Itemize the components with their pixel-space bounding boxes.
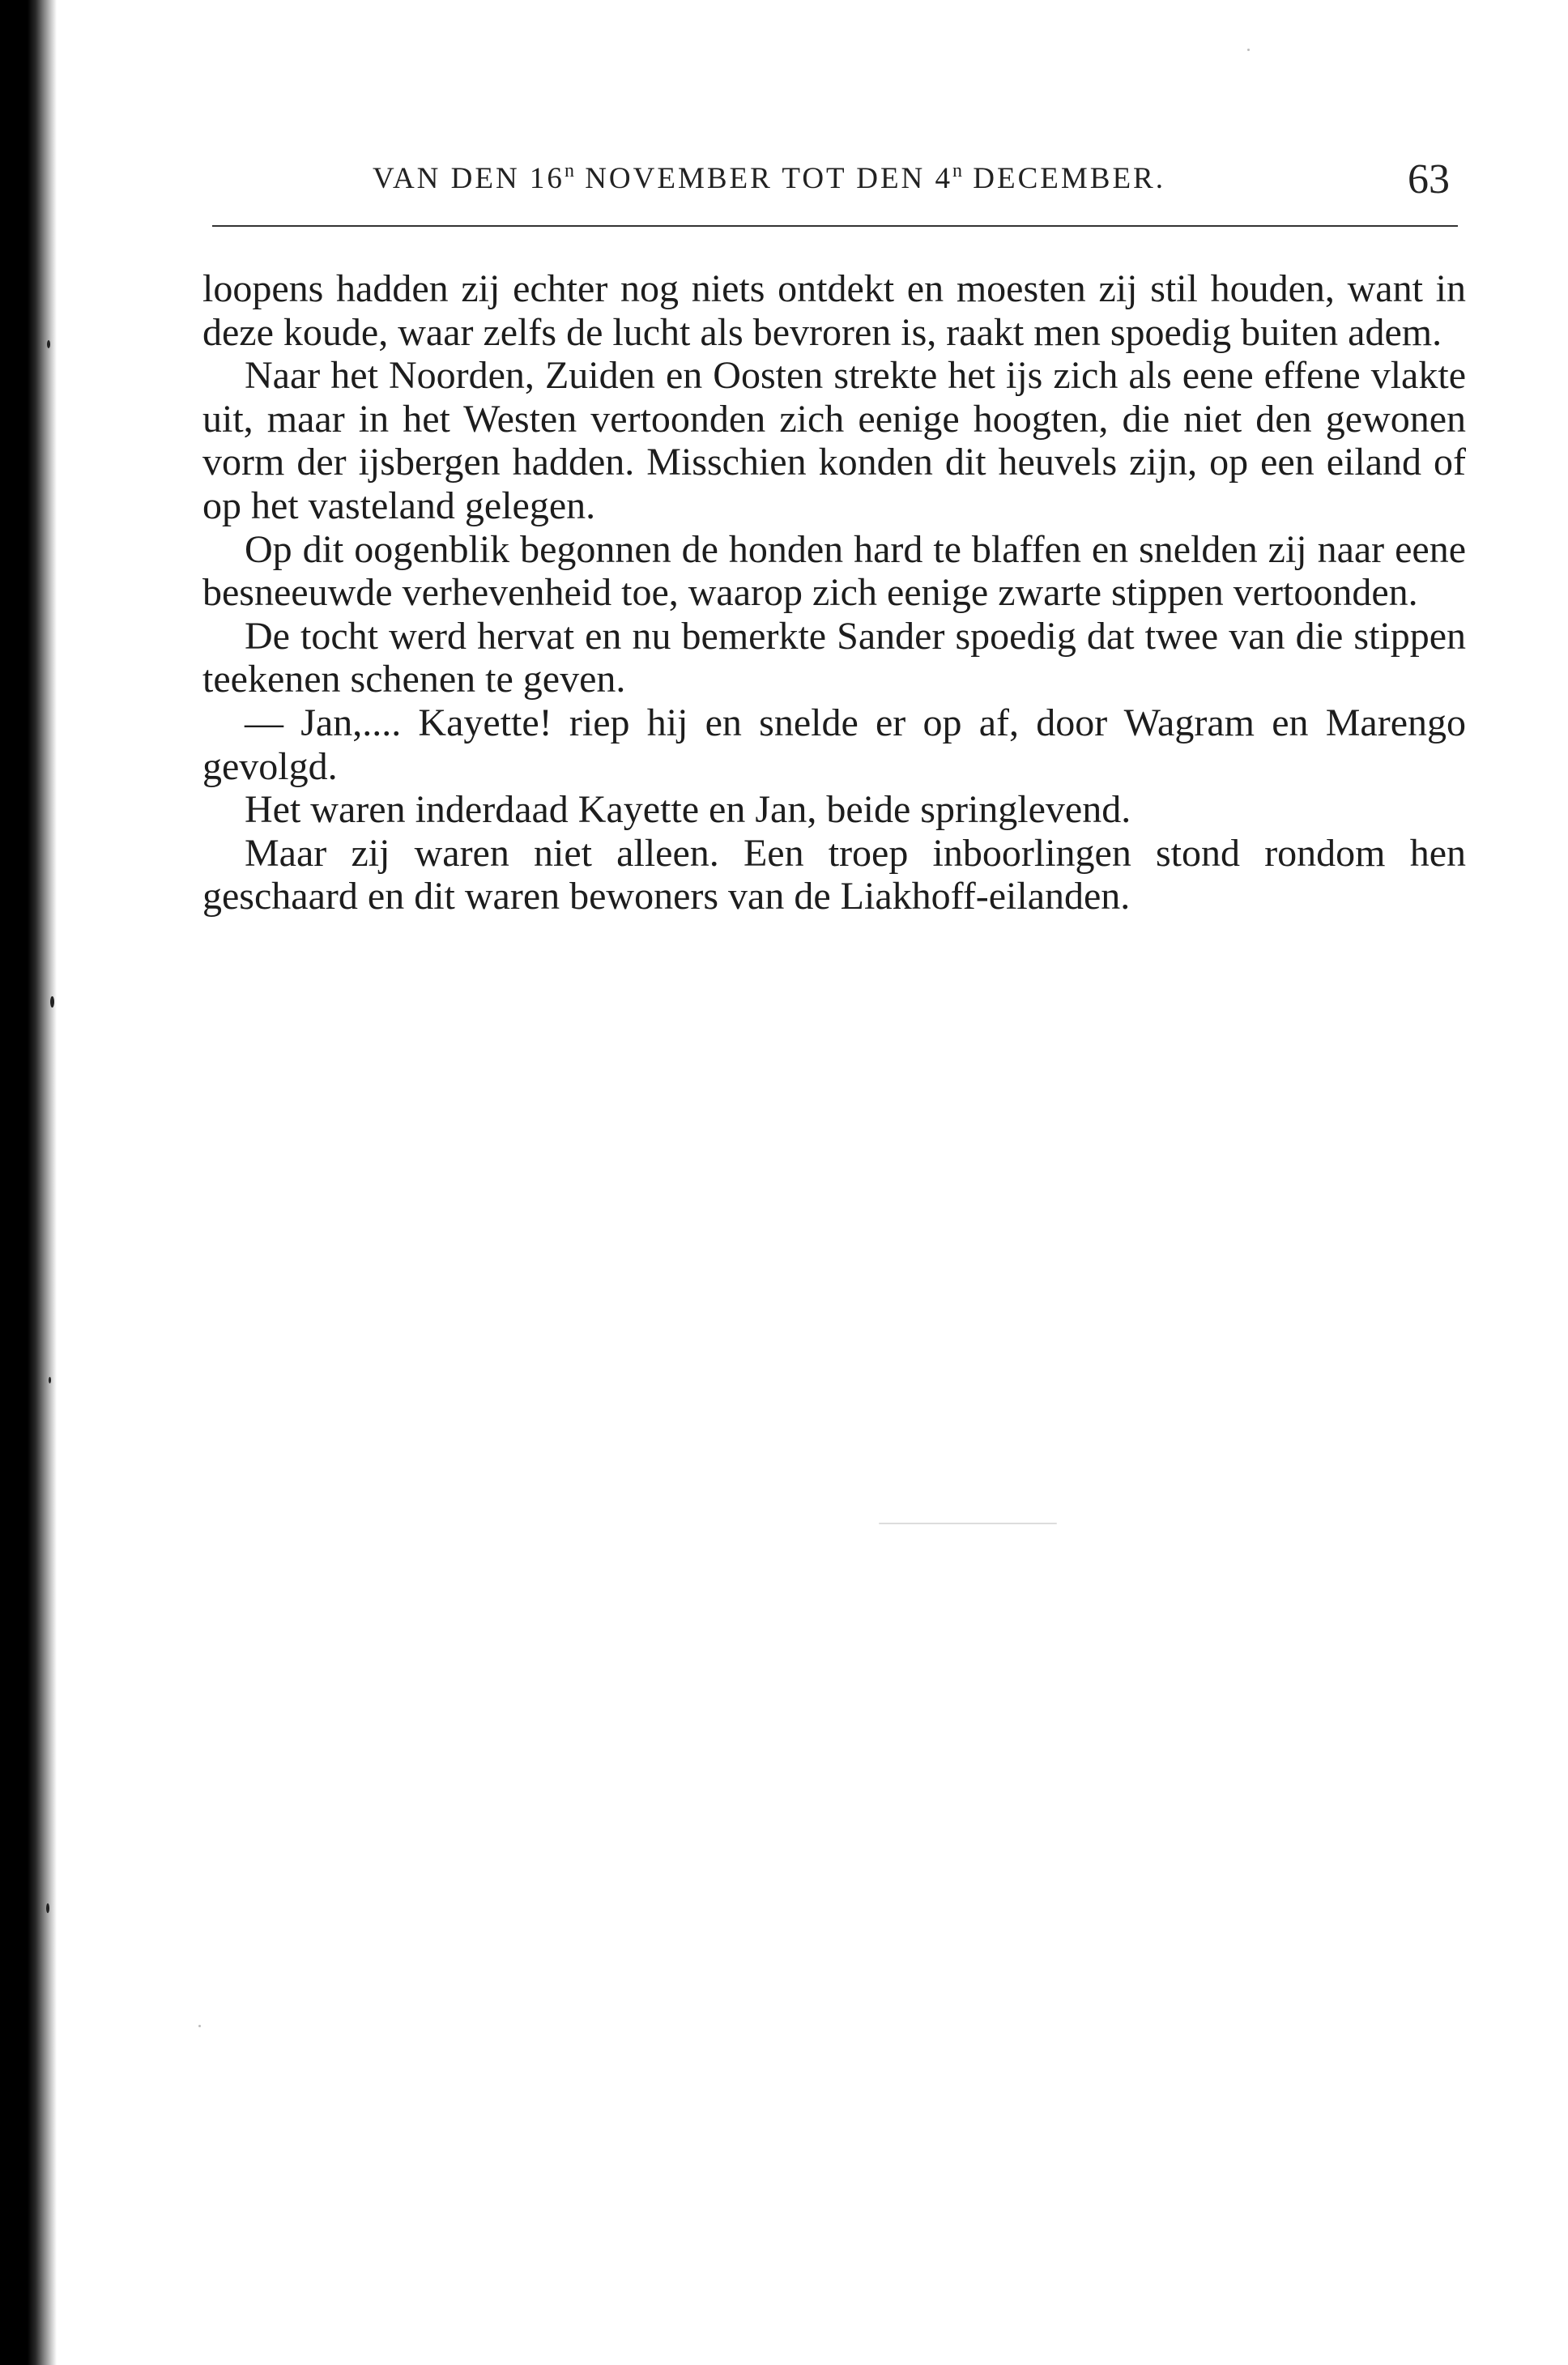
- paper-speck: [1247, 49, 1250, 51]
- page-number: 63: [1408, 156, 1450, 202]
- header-rule: [212, 225, 1458, 227]
- paper-speck: [198, 2025, 201, 2027]
- paragraph: Op dit oogenblik begonnen de honden hard te blaffen en snelden zij naar eene besneeuwde verhevenheid toe, waarop zich eenige zwarte stippen vertoonden.: [202, 527, 1466, 615]
- binding-speck: [46, 1903, 49, 1913]
- running-head-superscript-2: n: [952, 160, 964, 181]
- paragraph: Naar het Noorden, Zuiden en Oosten strekte het ijs zich als eene effene vlakte uit, maar in het Westen vertoonden zich eenige hoogten, die niet den gewonen vorm der ijsbergen hadden. Misschien konden dit heuvels zijn, op een eiland of op het vasteland gelegen.: [202, 354, 1466, 527]
- binding-speck: [50, 996, 54, 1008]
- running-head-title: [373, 160, 1165, 196]
- paragraph: loopens hadden zij echter nog niets ontdekt en moesten zij stil houden, want in deze koude, waar zelfs de lucht als bevroren is, raakt men spoedig buiten adem.: [202, 267, 1466, 354]
- paragraph: De tocht werd hervat en nu bemerkte Sander spoedig dat twee van die stippen teekenen schenen te geven.: [202, 614, 1466, 701]
- page-binding-shadow: [0, 0, 57, 2365]
- running-head: [202, 156, 1466, 204]
- paragraph: Maar zij waren niet alleen. Een troep inboorlingen stond rondom hen geschaard en dit waren bewoners van de Liakhoff-eilanden.: [202, 831, 1466, 918]
- running-head-part3: DECEMBER.: [963, 162, 1165, 195]
- paper-speck: [879, 1523, 1057, 1524]
- running-head-part2: NOVEMBER TOT DEN 4: [574, 162, 953, 195]
- binding-speck: [49, 1377, 51, 1383]
- running-head-superscript-1: n: [564, 160, 575, 181]
- paragraph: — Jan,.... Kayette! riep hij en snelde er op af, door Wagram en Marengo gevolgd.: [202, 701, 1466, 788]
- paragraph: Het waren inderdaad Kayette en Jan, beide springlevend.: [245, 788, 1131, 832]
- running-head-part1: VAN DEN 16: [373, 162, 565, 195]
- binding-speck: [47, 340, 50, 348]
- body-text: [202, 267, 1466, 918]
